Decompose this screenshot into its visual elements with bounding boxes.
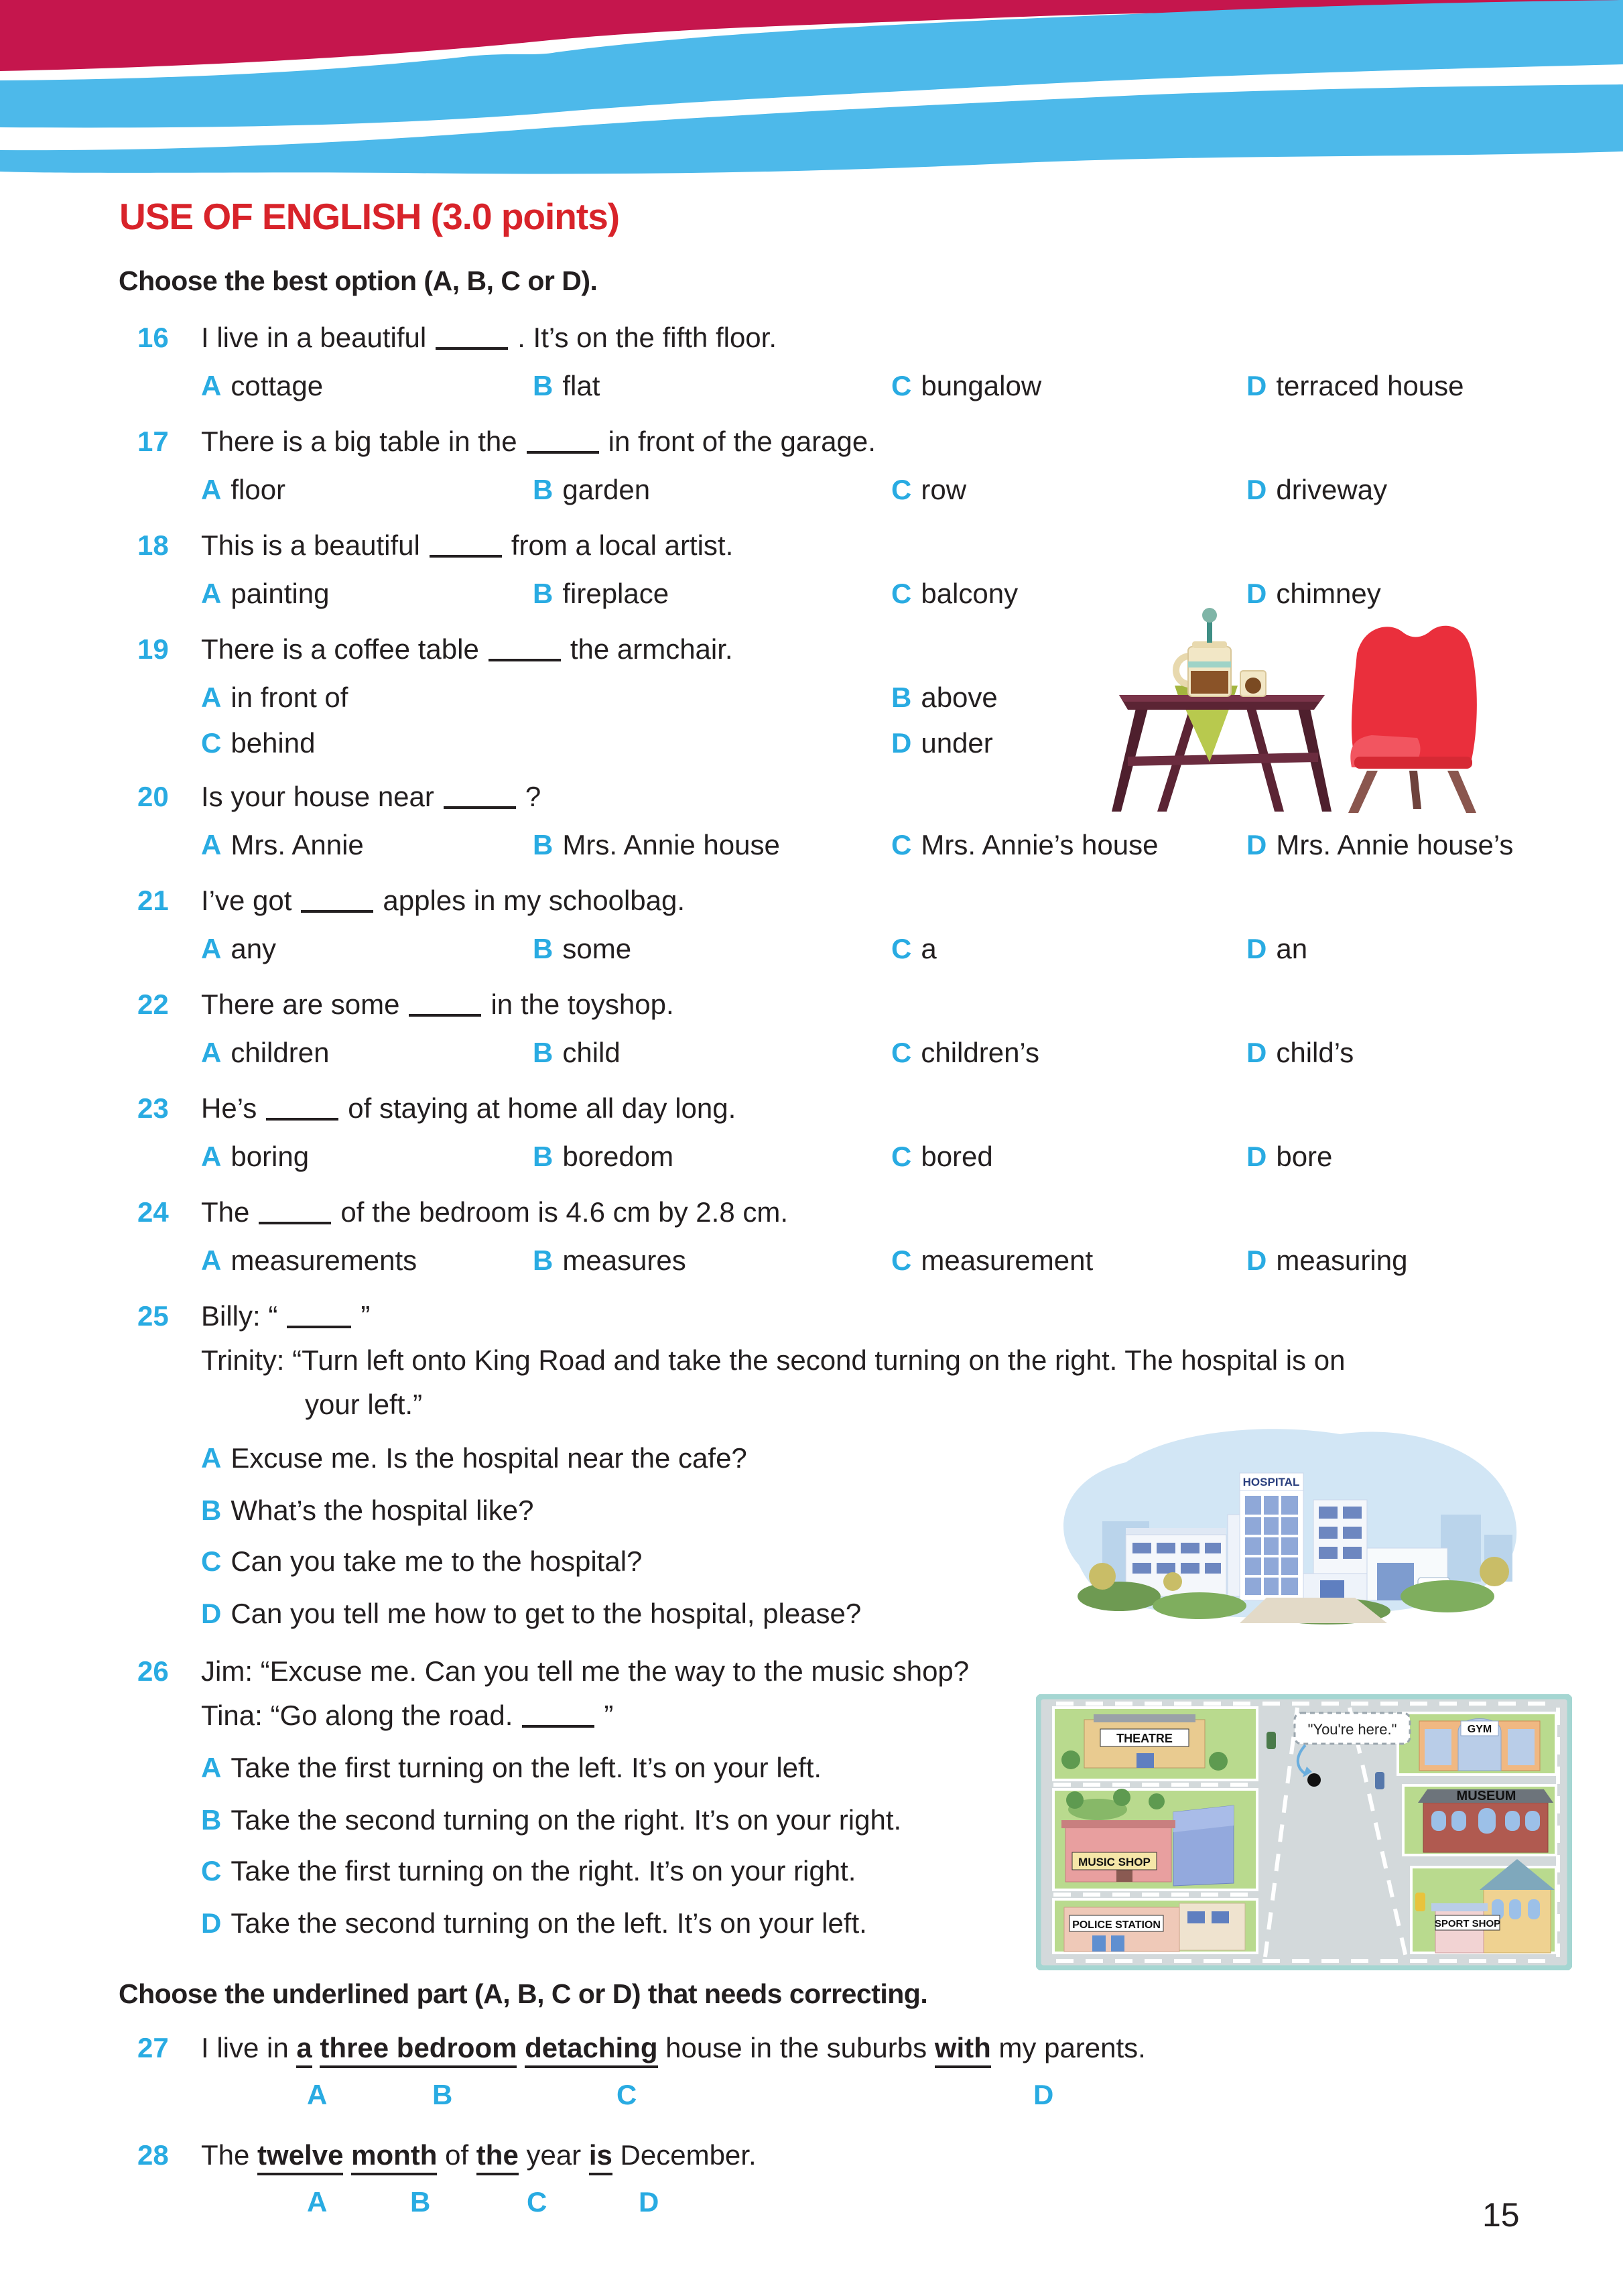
option-b xyxy=(533,474,650,506)
street-map-illustration xyxy=(1036,1694,1572,1970)
car-icon xyxy=(1267,1732,1276,1749)
underlined-part-d: with xyxy=(935,2032,991,2068)
option-letter: C xyxy=(891,933,912,964)
sentence-part: year xyxy=(518,2139,589,2171)
option-c xyxy=(891,1037,1039,1069)
letter-b: B xyxy=(432,2079,453,2110)
jim-line: Jim: “Excuse me. Can you tell me the way to the music shop? xyxy=(201,1655,970,1687)
option-text: floor xyxy=(231,474,286,505)
option-text: boring xyxy=(231,1141,310,1172)
answer-blank xyxy=(522,1705,594,1728)
option-letter: B xyxy=(533,1141,554,1172)
option-text: any xyxy=(231,933,277,964)
option-text: Take the second turning on the right. It’s on your right. xyxy=(231,1804,902,1836)
option-d xyxy=(201,1598,861,1630)
question-number: 16 xyxy=(137,322,169,353)
option-d xyxy=(1246,1037,1354,1069)
option-text: under xyxy=(921,727,993,759)
option-letter: D xyxy=(1246,474,1267,505)
sentence-part xyxy=(343,2139,351,2171)
stem-post: . It’s on the fifth floor. xyxy=(517,322,777,353)
underlined-part-d: is xyxy=(589,2139,612,2175)
page-number: 15 xyxy=(1482,2196,1520,2234)
question-stem xyxy=(201,885,685,917)
option-c xyxy=(891,933,937,965)
museum-building xyxy=(1418,1789,1553,1852)
answer-blank xyxy=(430,535,502,558)
youre-here-label: "You're here." xyxy=(1307,1721,1397,1738)
instruction-choose-best-option: Choose the best option (A, B, C or D). xyxy=(119,265,598,296)
options-row xyxy=(201,370,1585,405)
option-a xyxy=(201,682,348,714)
option-d xyxy=(1246,829,1513,861)
option-text: above xyxy=(921,682,998,713)
option-letter: A xyxy=(201,829,222,860)
option-letter: B xyxy=(533,474,554,505)
underlined-part-c: the xyxy=(476,2139,519,2175)
option-b xyxy=(201,1804,901,1836)
question-number: 17 xyxy=(137,426,169,457)
sentence-part: house in the suburbs xyxy=(657,2032,935,2063)
gym-building xyxy=(1419,1719,1540,1771)
option-b xyxy=(533,1141,673,1173)
question-stem xyxy=(201,988,674,1021)
tina-line xyxy=(201,1700,613,1732)
option-text: balcony xyxy=(921,578,1019,609)
option-text: chimney xyxy=(1276,578,1381,609)
question-number: 19 xyxy=(137,633,169,665)
option-text: painting xyxy=(231,578,330,609)
question-stem xyxy=(201,1092,736,1125)
option-b xyxy=(533,1037,621,1069)
option-letter: D xyxy=(1246,1037,1267,1068)
option-b xyxy=(533,829,780,861)
option-text: measurements xyxy=(231,1245,417,1276)
museum-label: MUSEUM xyxy=(1456,1789,1516,1803)
question-number: 20 xyxy=(137,781,169,812)
question-sentence xyxy=(201,2139,757,2171)
sentence-part: my parents. xyxy=(990,2032,1146,2063)
option-letter: C xyxy=(891,370,912,401)
police-station-label: POLICE STATION xyxy=(1072,1919,1161,1931)
option-text: behind xyxy=(231,727,316,759)
option-d xyxy=(1246,1141,1332,1173)
option-b xyxy=(533,578,669,610)
stem-pre: There is a coffee table xyxy=(201,633,479,665)
option-letter: B xyxy=(891,682,912,713)
stem-pre: There are some xyxy=(201,988,400,1020)
sentence-part: The xyxy=(201,2139,258,2171)
option-letter: A xyxy=(201,370,222,401)
answer-blank xyxy=(301,890,373,913)
option-text: measurement xyxy=(921,1245,1094,1276)
option-b xyxy=(533,370,600,402)
options-row xyxy=(201,474,1585,509)
question-18 xyxy=(137,529,1585,613)
option-letter: C xyxy=(891,1037,912,1068)
option-text: boredom xyxy=(562,1141,674,1172)
option-text: measures xyxy=(562,1245,686,1276)
letter-a: A xyxy=(307,2079,328,2110)
option-a xyxy=(201,1442,747,1474)
option-letter: A xyxy=(201,1245,222,1276)
option-c xyxy=(891,1141,993,1173)
car-icon xyxy=(1375,1772,1384,1789)
option-letter: B xyxy=(533,829,554,860)
option-letter: B xyxy=(533,933,554,964)
underlined-part-b: three bedroom xyxy=(320,2032,517,2068)
option-letter: C xyxy=(891,1141,912,1172)
option-letter: B xyxy=(533,1037,554,1068)
stem-pre: Billy: “ xyxy=(201,1300,278,1332)
stem-pre: This is a beautiful xyxy=(201,529,420,561)
option-letter: C xyxy=(891,474,912,505)
option-letter: D xyxy=(1246,1245,1267,1276)
letter-d: D xyxy=(1033,2079,1054,2110)
option-letter: A xyxy=(201,1037,222,1068)
option-text: fireplace xyxy=(562,578,669,609)
hospital-illustration xyxy=(1039,1421,1541,1632)
option-text: bored xyxy=(921,1141,993,1172)
option-text: in front of xyxy=(231,682,348,713)
option-text: terraced house xyxy=(1276,370,1464,401)
option-b xyxy=(201,1494,533,1527)
option-a xyxy=(201,1752,822,1784)
underlined-part-b: month xyxy=(351,2139,437,2175)
option-text: garden xyxy=(562,474,651,505)
taxi-icon xyxy=(1415,1893,1425,1911)
music-shop-label: MUSIC SHOP xyxy=(1078,1856,1151,1868)
question-number: 22 xyxy=(137,988,169,1020)
banner-waves xyxy=(0,0,1623,194)
option-letter: A xyxy=(201,933,222,964)
option-d xyxy=(1246,474,1387,506)
option-a xyxy=(201,578,329,610)
question-16 xyxy=(137,322,1585,405)
instruction-choose-underlined-part: Choose the underlined part (A, B, C or D) that needs correcting. xyxy=(119,1978,928,2009)
letter-a: A xyxy=(307,2186,328,2218)
option-letter: C xyxy=(891,1245,912,1276)
stem-pre: He’s xyxy=(201,1092,257,1124)
option-text: an xyxy=(1276,933,1308,964)
option-text: Take the second turning on the left. It’s on your left. xyxy=(231,1907,867,1939)
option-letter: A xyxy=(201,1752,222,1783)
page-title: USE OF ENGLISH (3.0 points) xyxy=(119,196,620,237)
question-24 xyxy=(137,1196,1585,1279)
option-letter: B xyxy=(201,1494,222,1526)
option-text: a xyxy=(921,933,937,964)
options-row xyxy=(201,933,1585,968)
option-a xyxy=(201,370,323,402)
question-number: 24 xyxy=(137,1196,169,1228)
question-23 xyxy=(137,1092,1585,1175)
question-sentence xyxy=(201,2032,1146,2064)
sport-shop-label: SPORT SHOP xyxy=(1434,1918,1501,1929)
option-letter: D xyxy=(1246,1141,1267,1172)
option-letter: A xyxy=(201,1141,222,1172)
letter-c: C xyxy=(527,2186,547,2218)
option-letter: D xyxy=(1246,933,1267,964)
option-letter: C xyxy=(201,1545,222,1577)
option-d xyxy=(1246,1245,1407,1277)
question-stem xyxy=(201,529,733,562)
option-c xyxy=(891,370,1041,402)
answer-blank xyxy=(287,1305,351,1328)
question-stem xyxy=(201,633,733,665)
option-letter: B xyxy=(533,578,554,609)
gym-label: GYM xyxy=(1467,1724,1492,1735)
option-c xyxy=(201,727,315,759)
police-station-building xyxy=(1064,1903,1245,1952)
location-dot xyxy=(1307,1773,1321,1787)
option-text: cottage xyxy=(231,370,324,401)
stem-pre: There is a big table in the xyxy=(201,426,517,457)
option-a xyxy=(201,474,285,506)
option-text: child’s xyxy=(1276,1037,1354,1068)
question-stem xyxy=(201,781,541,813)
stem-post: the armchair. xyxy=(570,633,733,665)
option-text: child xyxy=(562,1037,621,1068)
theatre-label: THEATRE xyxy=(1116,1732,1173,1745)
option-text: Mrs. Annie xyxy=(231,829,364,860)
answer-blank xyxy=(266,1098,338,1121)
stem-post: from a local artist. xyxy=(511,529,734,561)
option-a xyxy=(201,933,276,965)
question-stem xyxy=(201,426,876,458)
stem-post: ” xyxy=(361,1300,371,1332)
underlined-part-a: twelve xyxy=(257,2139,343,2175)
option-c xyxy=(201,1855,856,1887)
option-text: Mrs. Annie’s house xyxy=(921,829,1159,860)
theatre-building xyxy=(1061,1714,1228,1771)
option-text: Mrs. Annie house’s xyxy=(1276,829,1514,860)
underlined-part-c: detaching xyxy=(525,2032,657,2068)
answer-blank xyxy=(527,431,599,454)
question-number: 21 xyxy=(137,885,169,916)
option-text: children’s xyxy=(921,1037,1039,1068)
letter-d: D xyxy=(639,2186,659,2218)
stem-post: ? xyxy=(525,781,541,812)
option-text: Take the first turning on the left. It’s on your left. xyxy=(231,1752,822,1783)
question-stem xyxy=(201,322,777,354)
stem-post: in front of the garage. xyxy=(608,426,876,457)
stem-pre: I’ve got xyxy=(201,885,292,916)
option-b xyxy=(533,1245,686,1277)
option-c xyxy=(201,1545,642,1578)
option-letter: D xyxy=(1246,370,1267,401)
option-letter: C xyxy=(891,829,912,860)
option-letter: A xyxy=(201,474,222,505)
option-letter: A xyxy=(201,1442,222,1474)
sentence-part: I live in xyxy=(201,2032,297,2063)
question-stem xyxy=(201,1196,788,1228)
option-c xyxy=(891,829,1158,861)
question-number: 26 xyxy=(137,1655,169,1687)
option-a xyxy=(201,829,364,861)
option-letter: D xyxy=(201,1598,222,1629)
option-letter: D xyxy=(1246,578,1267,609)
option-a xyxy=(201,1141,309,1173)
hospital-sign: HOSPITAL xyxy=(1242,1476,1300,1488)
option-letter: C xyxy=(201,1855,222,1887)
option-d xyxy=(1246,370,1464,402)
option-text: measuring xyxy=(1276,1245,1408,1276)
option-letter: C xyxy=(201,727,222,759)
options-row xyxy=(201,1037,1585,1072)
sentence-part: of xyxy=(437,2139,476,2171)
stem-post: of staying at home all day long. xyxy=(348,1092,736,1124)
option-letter: B xyxy=(533,1245,554,1276)
option-letter: C xyxy=(891,578,912,609)
option-c xyxy=(891,578,1018,610)
question-22 xyxy=(137,988,1585,1072)
question-number: 25 xyxy=(137,1300,169,1332)
question-28 xyxy=(137,2139,1585,2224)
option-a xyxy=(201,1037,329,1069)
option-b xyxy=(533,933,631,965)
option-text: flat xyxy=(562,370,600,401)
option-text: Mrs. Annie house xyxy=(562,829,780,860)
answer-blank xyxy=(489,639,561,661)
question-number: 18 xyxy=(137,529,169,561)
sentence-part xyxy=(517,2032,525,2063)
option-text: row xyxy=(921,474,967,505)
trinity-line-1: Trinity: “Turn left onto King Road and take the second turning on the right. The hospital is on xyxy=(201,1344,1346,1376)
answer-blank xyxy=(436,327,508,350)
stem-pre: I live in a beautiful xyxy=(201,322,427,353)
stem-pre: The xyxy=(201,1196,250,1228)
options-row xyxy=(201,829,1585,864)
stem-pre: Is your house near xyxy=(201,781,434,812)
answer-blank xyxy=(444,786,516,809)
option-text: some xyxy=(562,933,632,964)
option-letter: B xyxy=(533,370,554,401)
stem-post: apples in my schoolbag. xyxy=(383,885,686,916)
billy-line xyxy=(201,1300,370,1332)
option-letter: D xyxy=(1246,829,1267,860)
sentence-part xyxy=(312,2032,320,2063)
option-d xyxy=(891,727,993,759)
option-letter: A xyxy=(201,682,222,713)
underlined-part-a: a xyxy=(296,2032,312,2068)
question-17 xyxy=(137,426,1585,509)
option-letter: D xyxy=(201,1907,222,1939)
question-number: 27 xyxy=(137,2032,169,2063)
option-text: bore xyxy=(1276,1141,1333,1172)
answer-blank xyxy=(409,994,481,1017)
question-27 xyxy=(137,2032,1585,2116)
trinity-line-2: your left.” xyxy=(305,1389,423,1420)
stem-post: of the bedroom is 4.6 cm by 2.8 cm. xyxy=(340,1196,789,1228)
option-c xyxy=(891,1245,1093,1277)
option-text: Can you take me to the hospital? xyxy=(231,1545,643,1577)
option-text: children xyxy=(231,1037,330,1068)
option-d xyxy=(201,1907,867,1939)
option-letter: A xyxy=(201,578,222,609)
options-row xyxy=(201,1141,1585,1175)
stem-pre: Tina: “Go along the road. xyxy=(201,1700,513,1731)
option-d xyxy=(1246,578,1381,610)
option-text: driveway xyxy=(1276,474,1388,505)
option-c xyxy=(891,474,966,506)
sentence-part: December. xyxy=(612,2139,757,2171)
option-letter: B xyxy=(201,1804,222,1836)
stem-post: in the toyshop. xyxy=(491,988,674,1020)
question-20 xyxy=(137,781,1585,864)
option-a xyxy=(201,1245,417,1277)
answer-blank xyxy=(259,1202,331,1224)
letter-b: B xyxy=(410,2186,431,2218)
options-row xyxy=(201,1245,1585,1279)
question-number: 23 xyxy=(137,1092,169,1124)
stem-post: ” xyxy=(604,1700,614,1731)
option-text: Excuse me. Is the hospital near the cafe? xyxy=(231,1442,747,1474)
option-d xyxy=(1246,933,1307,965)
answer-letters-row xyxy=(201,2079,1585,2116)
letter-c: C xyxy=(616,2079,637,2110)
option-text: bungalow xyxy=(921,370,1042,401)
answer-letters-row xyxy=(201,2186,1585,2224)
question-21 xyxy=(137,885,1585,968)
option-text: Can you tell me how to get to the hospital, please? xyxy=(231,1598,862,1629)
option-b xyxy=(891,682,998,714)
option-text: Take the first turning on the right. It’s on your right. xyxy=(231,1855,856,1887)
question-number: 28 xyxy=(137,2139,169,2171)
option-text: What’s the hospital like? xyxy=(231,1494,534,1526)
option-letter: D xyxy=(891,727,912,759)
